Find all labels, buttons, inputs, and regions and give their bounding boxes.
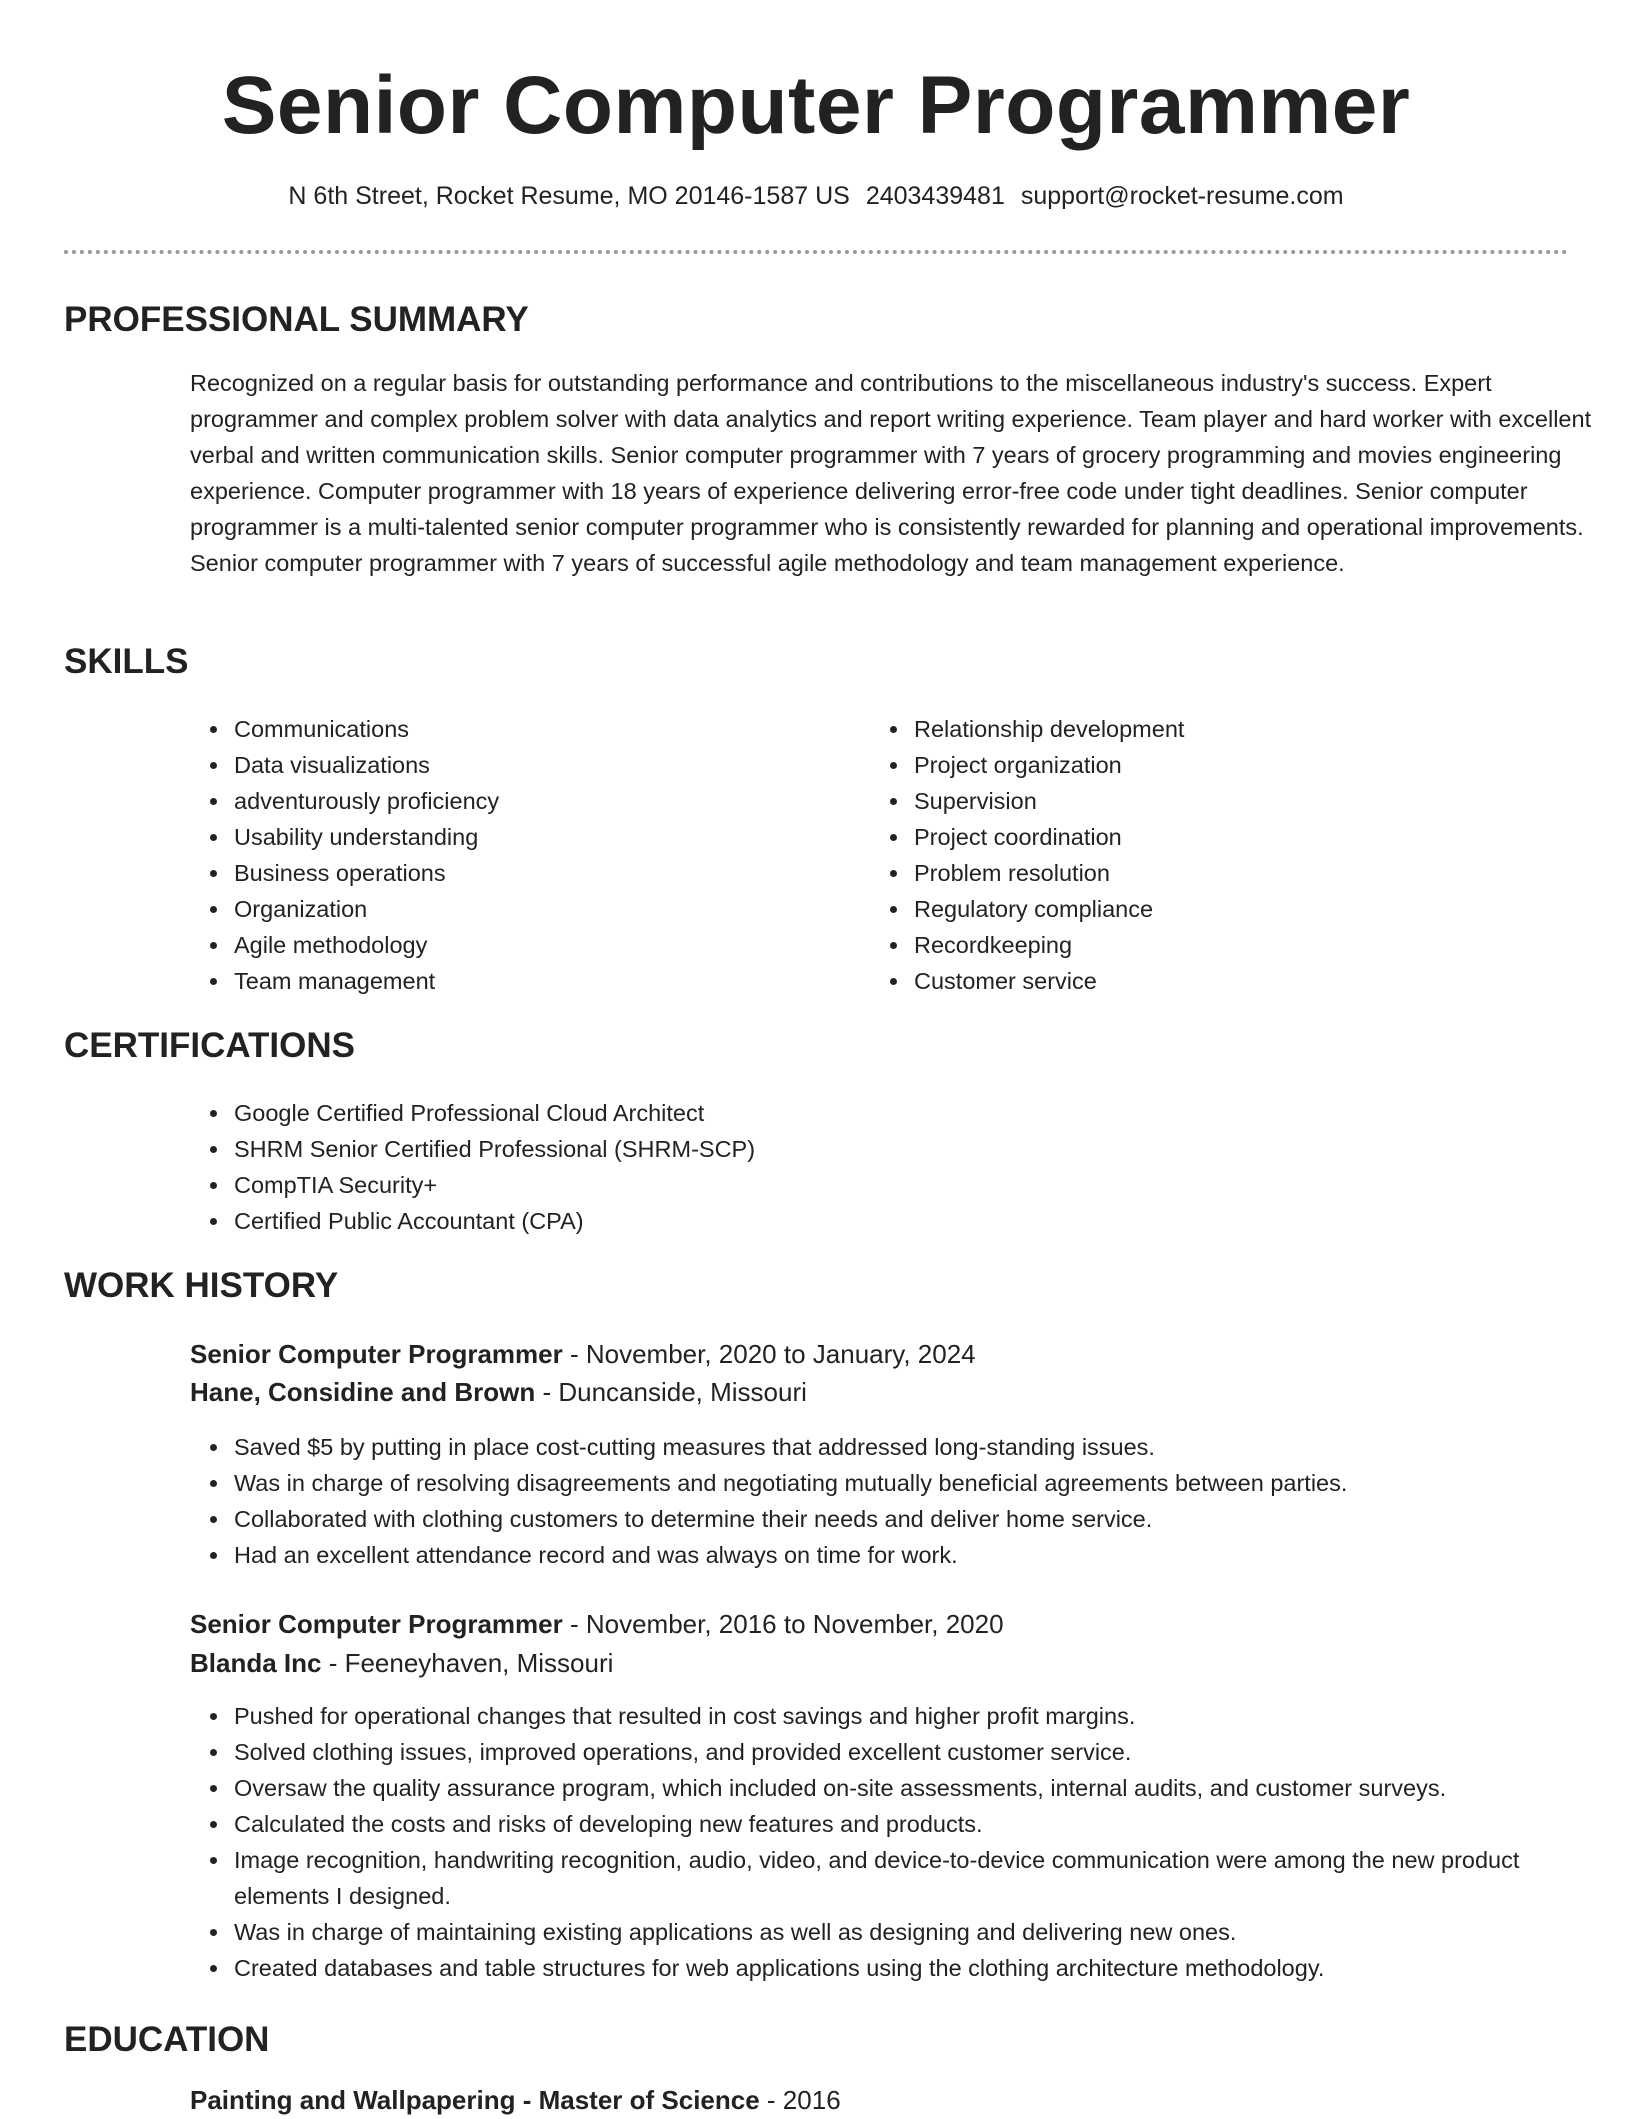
resume-page <box>64 0 1592 2115</box>
certification-item: Certified Public Accountant (CPA) <box>234 1203 1534 1239</box>
skill-item: Usability understanding <box>234 819 834 855</box>
skill-item: Project organization <box>914 747 1514 783</box>
job-location: - Duncanside, Missouri <box>535 1377 807 1407</box>
job-role: Senior Computer Programmer <box>190 1609 563 1639</box>
certification-item: CompTIA Security+ <box>234 1167 1534 1203</box>
resume-title: Senior Computer Programmer <box>221 60 1411 151</box>
skill-item: Project coordination <box>914 819 1514 855</box>
job-title-line <box>190 1605 1004 1643</box>
summary-text: Recognized on a regular basis for outstanding performance and contributions to the miscellaneous industry's success. Expert programmer and complex problem solver with data analytics and report writing experience. Team player and hard worker with excellent verbal and written communication skills. Senior computer programmer with 7 years of grocery programming and movies engineering experience. Computer programmer with 18 years of experience delivering error-free code under tight deadlines. Senior computer programmer is a multi-talented senior computer programmer who is consistently rewarded for planning and operational improvements. Senior computer programmer with 7 years of successful agile methodology and team management experience. <box>190 370 1592 576</box>
skill-item: Recordkeeping <box>914 927 1514 963</box>
job-company: Blanda Inc <box>190 1648 322 1678</box>
skill-item: Data visualizations <box>234 747 834 783</box>
skill-item: Supervision <box>914 783 1514 819</box>
job-location: - Feeneyhaven, Missouri <box>321 1648 614 1678</box>
education-line <box>190 2081 841 2119</box>
certifications-list <box>190 1095 1534 1239</box>
skill-item: Team management <box>234 963 834 999</box>
summary-heading: PROFESSIONAL SUMMARY <box>64 300 529 339</box>
skill-item: Problem resolution <box>914 855 1514 891</box>
job-dates: - November, 2020 to January, 2024 <box>562 1339 976 1369</box>
job-bullet: Calculated the costs and risks of developing new features and products. <box>234 1806 1574 1842</box>
job-bullet: Was in charge of maintaining existing applications as well as designing and delivering new ones. <box>234 1914 1574 1950</box>
job-company: Hane, Considine and Brown <box>190 1377 536 1407</box>
job-bullets <box>190 1429 1632 1573</box>
skill-item: Agile methodology <box>234 927 834 963</box>
work-history-heading: WORK HISTORY <box>64 1266 339 1305</box>
job-role: Senior Computer Programmer <box>190 1339 563 1369</box>
contact-phone: 2403439481 <box>865 182 1005 210</box>
certification-item: Google Certified Professional Cloud Architect <box>234 1095 1534 1131</box>
skill-item: Regulatory compliance <box>914 891 1514 927</box>
education-year: - 2016 <box>759 2085 841 2115</box>
skills-list-right <box>870 711 1514 999</box>
education-degree: Painting and Wallpapering - Master of Science <box>190 2085 760 2115</box>
education-heading: EDUCATION <box>64 2020 270 2059</box>
skill-item: Relationship development <box>914 711 1514 747</box>
job-company-line <box>190 1373 807 1411</box>
skills-heading: SKILLS <box>64 642 189 681</box>
skill-item: Communications <box>234 711 834 747</box>
job-bullet: Pushed for operational changes that resulted in cost savings and higher profit margins. <box>234 1698 1574 1734</box>
job-bullet: Was in charge of resolving disagreements and negotiating mutually beneficial agreements between parties. <box>234 1465 1632 1501</box>
job-bullet: Image recognition, handwriting recognition, audio, video, and device-to-device communication were among the new product elements I designed. <box>234 1842 1574 1914</box>
job-company-line <box>190 1644 613 1682</box>
contact-email[interactable]: support@rocket-resume.com <box>1020 182 1344 210</box>
job-dates: - November, 2016 to November, 2020 <box>562 1609 1004 1639</box>
job-bullet: Collaborated with clothing customers to determine their needs and deliver home service. <box>234 1501 1632 1537</box>
contact-address: N 6th Street, Rocket Resume, MO 20146-1587 US <box>288 182 850 210</box>
skill-item: Organization <box>234 891 834 927</box>
job-title-line <box>190 1335 976 1373</box>
job-bullet: Solved clothing issues, improved operations, and provided excellent customer service. <box>234 1734 1574 1770</box>
certifications-heading: CERTIFICATIONS <box>64 1026 356 1065</box>
job-bullet: Created databases and table structures for web applications using the clothing architecture methodology. <box>234 1950 1574 1986</box>
job-bullet: Oversaw the quality assurance program, which included on-site assessments, internal audits, and customer surveys. <box>234 1770 1574 1806</box>
contact-line <box>64 180 1568 212</box>
certification-item: SHRM Senior Certified Professional (SHRM-SCP) <box>234 1131 1534 1167</box>
skill-item: adventurously proficiency <box>234 783 834 819</box>
job-bullets <box>190 1698 1574 1986</box>
header-divider <box>64 250 1568 254</box>
job-bullet: Saved $5 by putting in place cost-cutting measures that addressed long-standing issues. <box>234 1429 1632 1465</box>
skills-list-left <box>190 711 834 999</box>
job-bullet: Had an excellent attendance record and was always on time for work. <box>234 1537 1632 1573</box>
skill-item: Business operations <box>234 855 834 891</box>
skill-item: Customer service <box>914 963 1514 999</box>
